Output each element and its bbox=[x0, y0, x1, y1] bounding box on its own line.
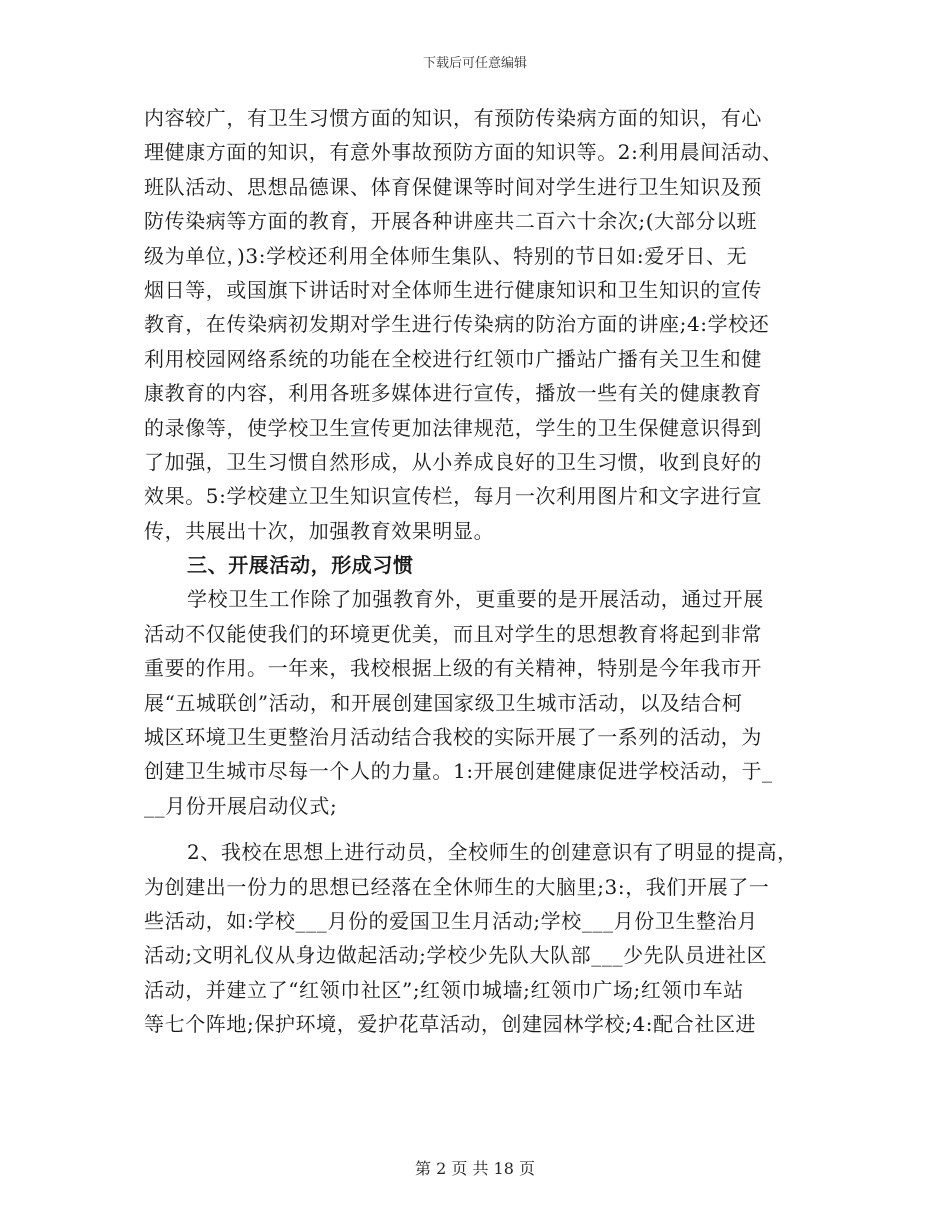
paragraph-1 bbox=[144, 101, 834, 548]
paragraph-3 bbox=[144, 835, 834, 1041]
text-line: 活动;文明礼仪从身边做起活动;学校少先队大队部___少先队员进社区 bbox=[144, 943, 768, 968]
section-heading: 三、开展活动，形成习惯 bbox=[187, 553, 414, 578]
text-line: 等七个阵地;保护环境，爱护花草活动，创建园林学校;4:配合社区进 bbox=[144, 1012, 757, 1037]
text-line: 学校卫生工作除了加强教育外，更重要的是开展活动，通过开展 bbox=[187, 587, 764, 612]
text-line: 防传染病等方面的教育，开展各种讲座共二百六十余次;(大部分以班 bbox=[144, 209, 758, 234]
paragraph-2 bbox=[144, 582, 834, 823]
text-line: 些活动，如:学校___月份的爱国卫生月活动;学校___月份卫生整治月 bbox=[144, 908, 758, 933]
text-line: 班队活动、思想品德课、体育保健课等时间对学生进行卫生知识及预 bbox=[144, 174, 762, 199]
document-body bbox=[144, 101, 834, 1042]
page-footer: 第 2 页 共 18 页 bbox=[415, 1159, 535, 1178]
text-line: 活动不仅能使我们的环境更优美，而且对学生的思想教育将起到非常 bbox=[144, 621, 762, 646]
text-line: 的录像等，使学校卫生宣传更加法律规范，学生的卫生保健意识得到 bbox=[144, 415, 762, 440]
text-line: 2、我校在思想上进行动员，全校师生的创建意识有了明显的提高， bbox=[187, 840, 798, 865]
text-line: 级为单位，)3:学校还利用全体师生集队、特别的节日如:爱牙日、无 bbox=[144, 243, 748, 268]
text-line: 创建卫生城市尽每一个人的力量。1:开展创建健康促进学校活动，于_ bbox=[144, 759, 773, 784]
text-line: 理健康方面的知识，有意外事故预防方面的知识等。2:利用晨间活动、 bbox=[144, 140, 783, 165]
text-line: 了加强，卫生习惯自然形成，从小养成良好的卫生习惯，收到良好的 bbox=[144, 449, 762, 474]
text-line: 重要的作用。一年来，我校根据上级的有关精神，特别是今年我市开 bbox=[144, 656, 762, 681]
text-line: 效果。5:学校建立卫生知识宣传栏，每月一次利用图片和文字进行宣 bbox=[144, 484, 763, 509]
text-line: 城区环境卫生更整治月活动结合我校的实际开展了一系列的活动，为 bbox=[144, 725, 762, 750]
text-line: __月份开展启动仪式; bbox=[144, 793, 338, 818]
text-line: 活动，并建立了“红领巾社区”;红领巾城墙;红领巾广场;红领巾车站 bbox=[144, 977, 744, 1002]
page-header: 下载后可任意编辑 bbox=[422, 56, 527, 71]
text-line: 传，共展出十次，加强教育效果明显。 bbox=[144, 518, 495, 543]
text-line: 内容较广，有卫生习惯方面的知识，有预防传染病方面的知识，有心 bbox=[144, 106, 762, 130]
paragraph-spacer bbox=[144, 823, 834, 835]
text-line: 康教育的内容，利用各班多媒体进行宣传，播放一些有关的健康教育 bbox=[144, 381, 762, 406]
text-line: 展“五城联创”活动，和开展创建国家级卫生城市活动，以及结合柯 bbox=[144, 690, 743, 715]
text-line: 烟日等，或国旗下讲话时对全体师生进行健康知识和卫生知识的宣传 bbox=[144, 277, 762, 302]
text-line: 教育，在传染病初发期对学生进行传染病的防治方面的讲座;4:学校还 bbox=[144, 312, 770, 337]
text-line: 利用校园网络系统的功能在全校进行红领巾广播站广播有关卫生和健 bbox=[144, 346, 762, 371]
text-line: 为创建出一份力的思想已经落在全休师生的大脑里;3:，我们开展了一 bbox=[144, 874, 770, 899]
